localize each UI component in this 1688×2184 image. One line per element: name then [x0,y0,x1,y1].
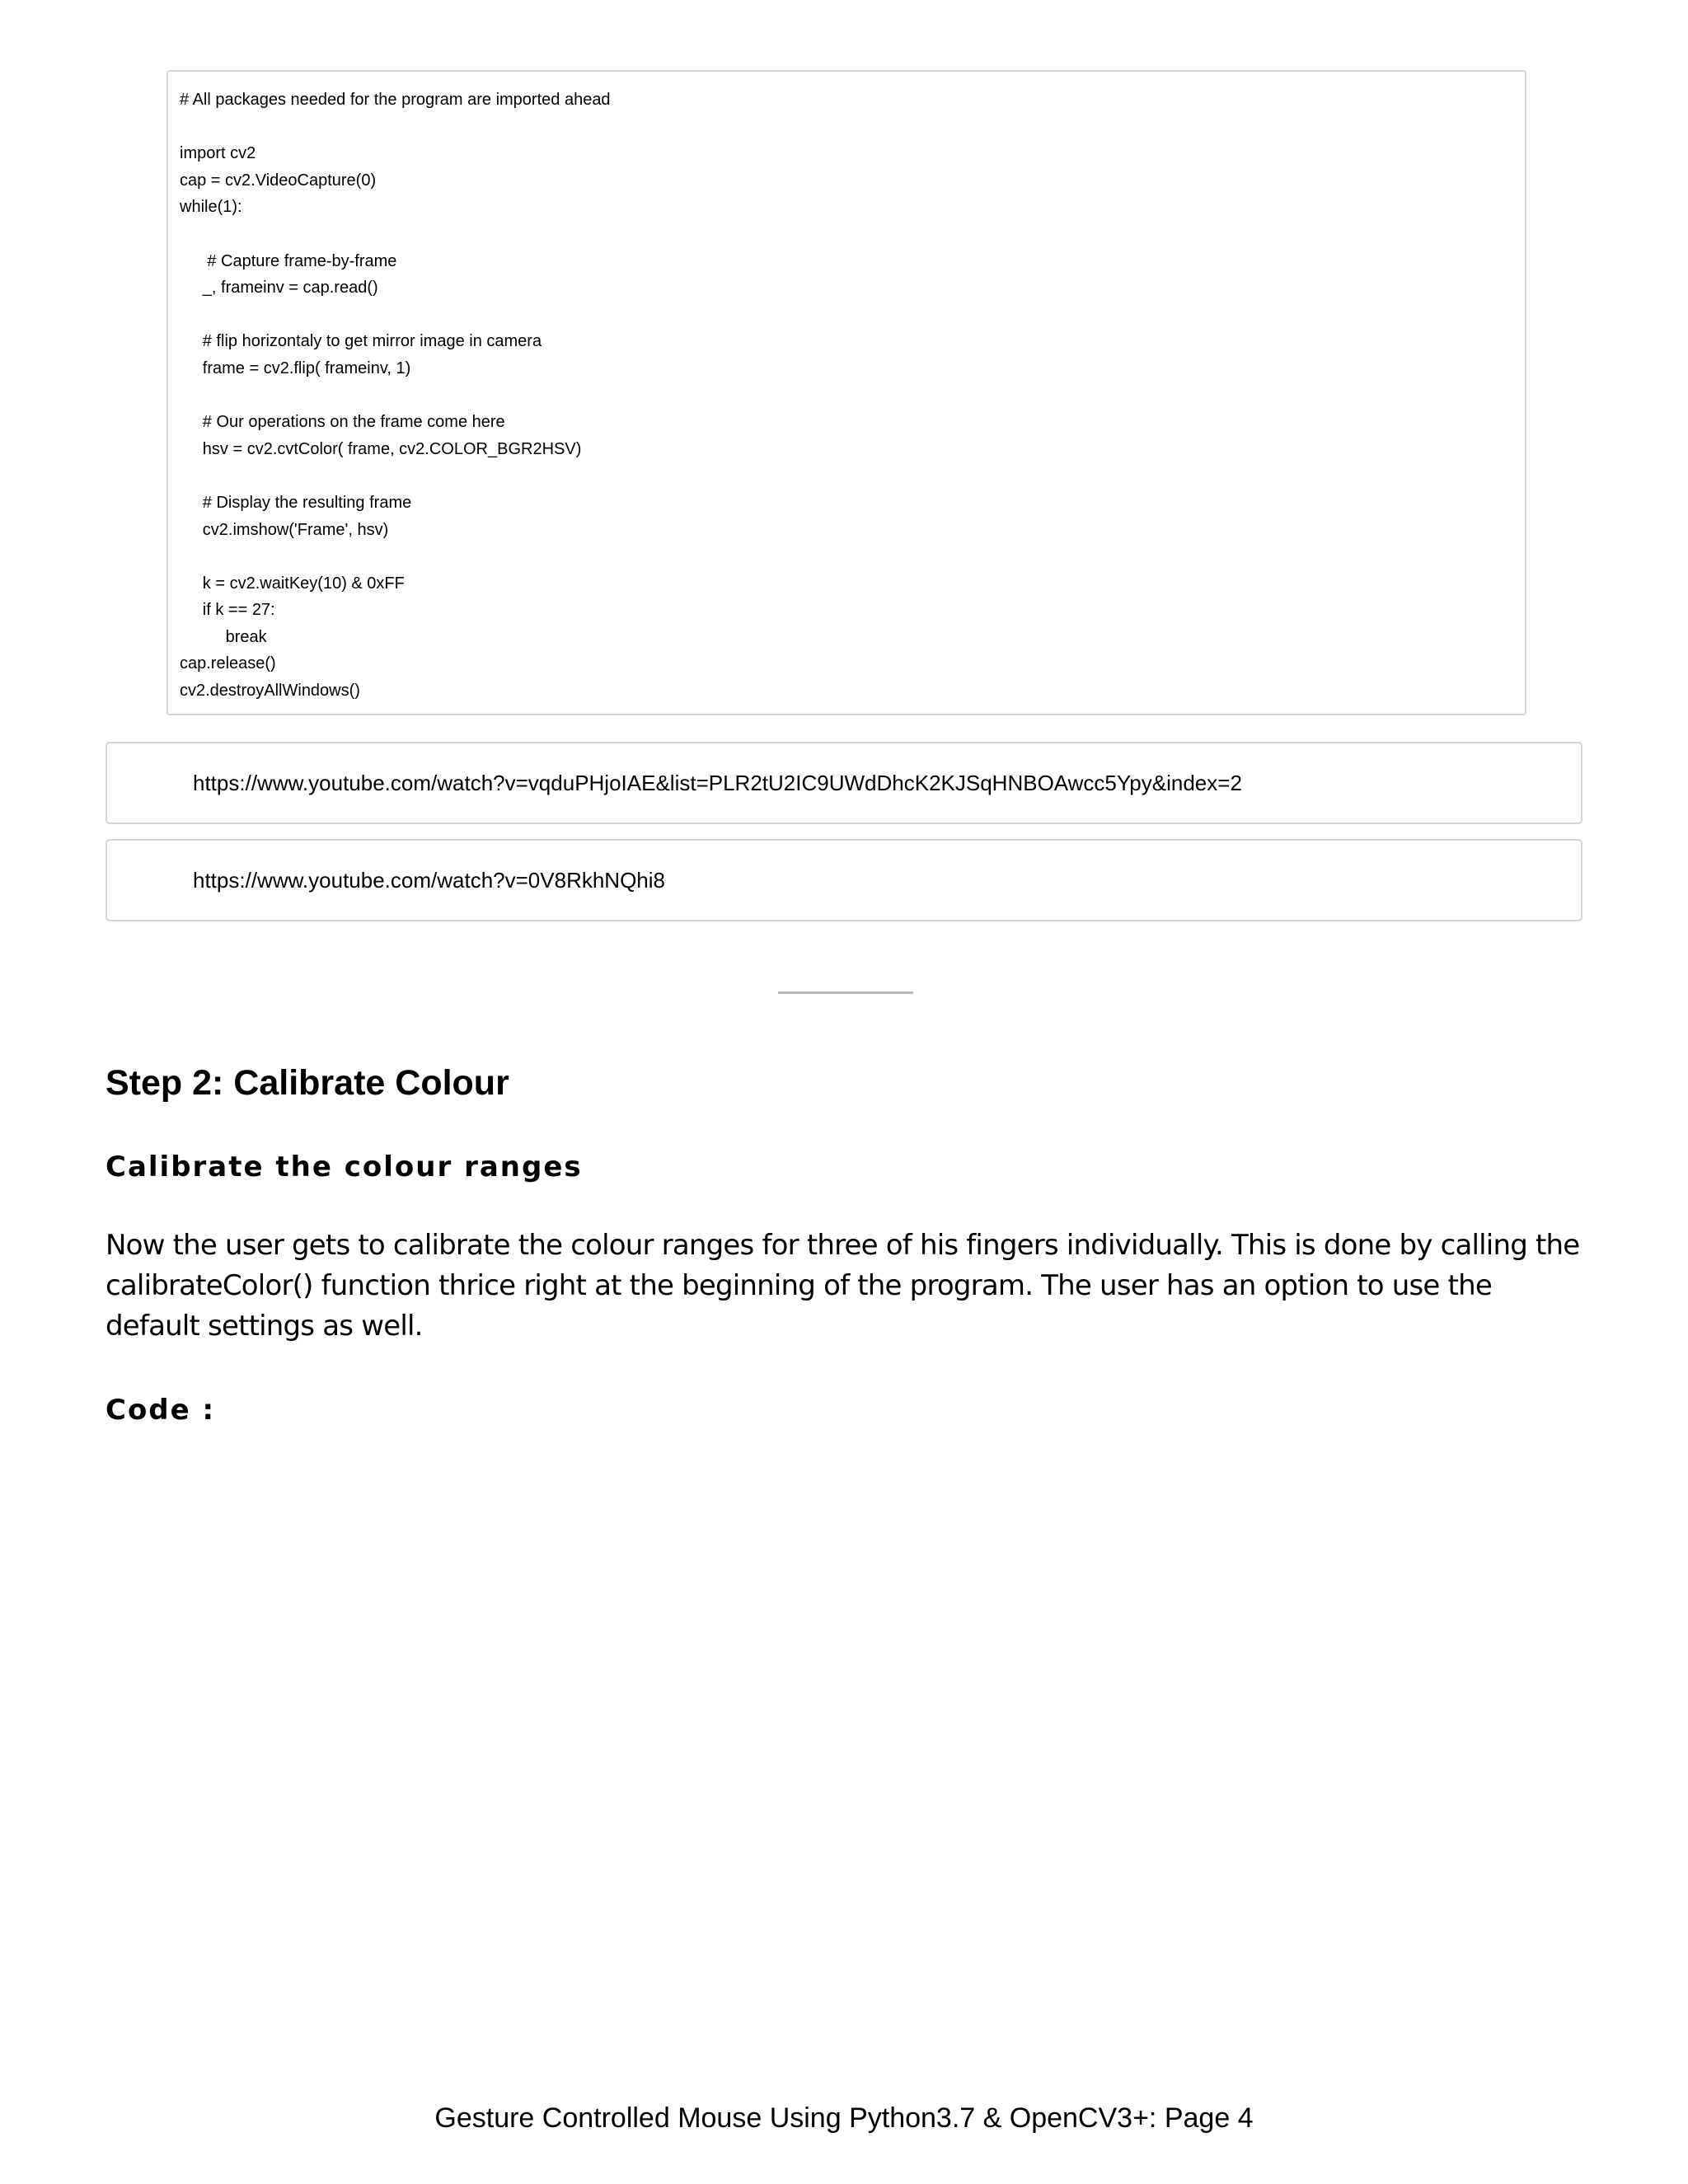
code-line: _, frameinv = cap.read() [180,279,378,298]
code-line [180,114,1525,141]
code-line: # All packages needed for the program are imported ahead [180,91,611,109]
code-line: # Capture frame-by-frame [180,251,397,270]
code-line: cv2.imshow('Frame', hsv) [180,520,389,539]
section-subheading: Calibrate the colour ranges [106,1151,583,1183]
code-line: hsv = cv2.cvtColor( frame, cv2.COLOR_BGR2HSV) [180,439,582,458]
code-line: import cv2 [180,144,256,163]
code-line: if k == 27: [180,601,275,620]
code-line: while(1): [180,198,242,217]
code-line: frame = cv2.flip( frameinv, 1) [180,359,411,377]
code-line: cap = cv2.VideoCapture(0) [180,171,377,190]
code-line [180,382,1525,410]
code-line [180,221,1525,248]
step-description: Now the user gets to calibrate the colour ranges for three of his fingers individually. This is done by calling the calibrateColor() function thrice right at the beginning of the program. The user has an option to use the default settings as well. [106,1229,1580,1343]
code-label: Code : [106,1394,216,1427]
embedded-link-box[interactable] [106,742,1582,824]
code-line: # Our operations on the frame come here [180,413,505,432]
code-line [180,462,1525,490]
code-line: break [180,627,267,646]
section-divider [778,991,913,994]
code-line: # Display the resulting frame [180,493,412,512]
embedded-link-box[interactable] [106,839,1582,921]
code-block [166,70,1526,715]
code-line [180,302,1525,329]
step-title: Step 2: Calibrate Colour [106,1063,509,1103]
code-line: cv2.destroyAllWindows() [180,682,360,701]
youtube-playlist-link[interactable]: https://www.youtube.com/watch?v=vqduPHjoIAE&list=PLR2tU2IC9UWdDhcK2KJSqHNBOAwcc5Ypy&index=2 [193,771,1242,795]
code-line: # flip horizontaly to get mirror image in camera [180,332,542,351]
code-line: cap.release() [180,654,276,673]
code-line: k = cv2.waitKey(10) & 0xFF [180,574,405,593]
youtube-video-link[interactable]: https://www.youtube.com/watch?v=0V8RkhNQhi8 [193,868,666,893]
code-line [180,543,1525,570]
page-footer: Gesture Controlled Mouse Using Python3.7 & OpenCV3+: Page 4 [434,2102,1254,2134]
